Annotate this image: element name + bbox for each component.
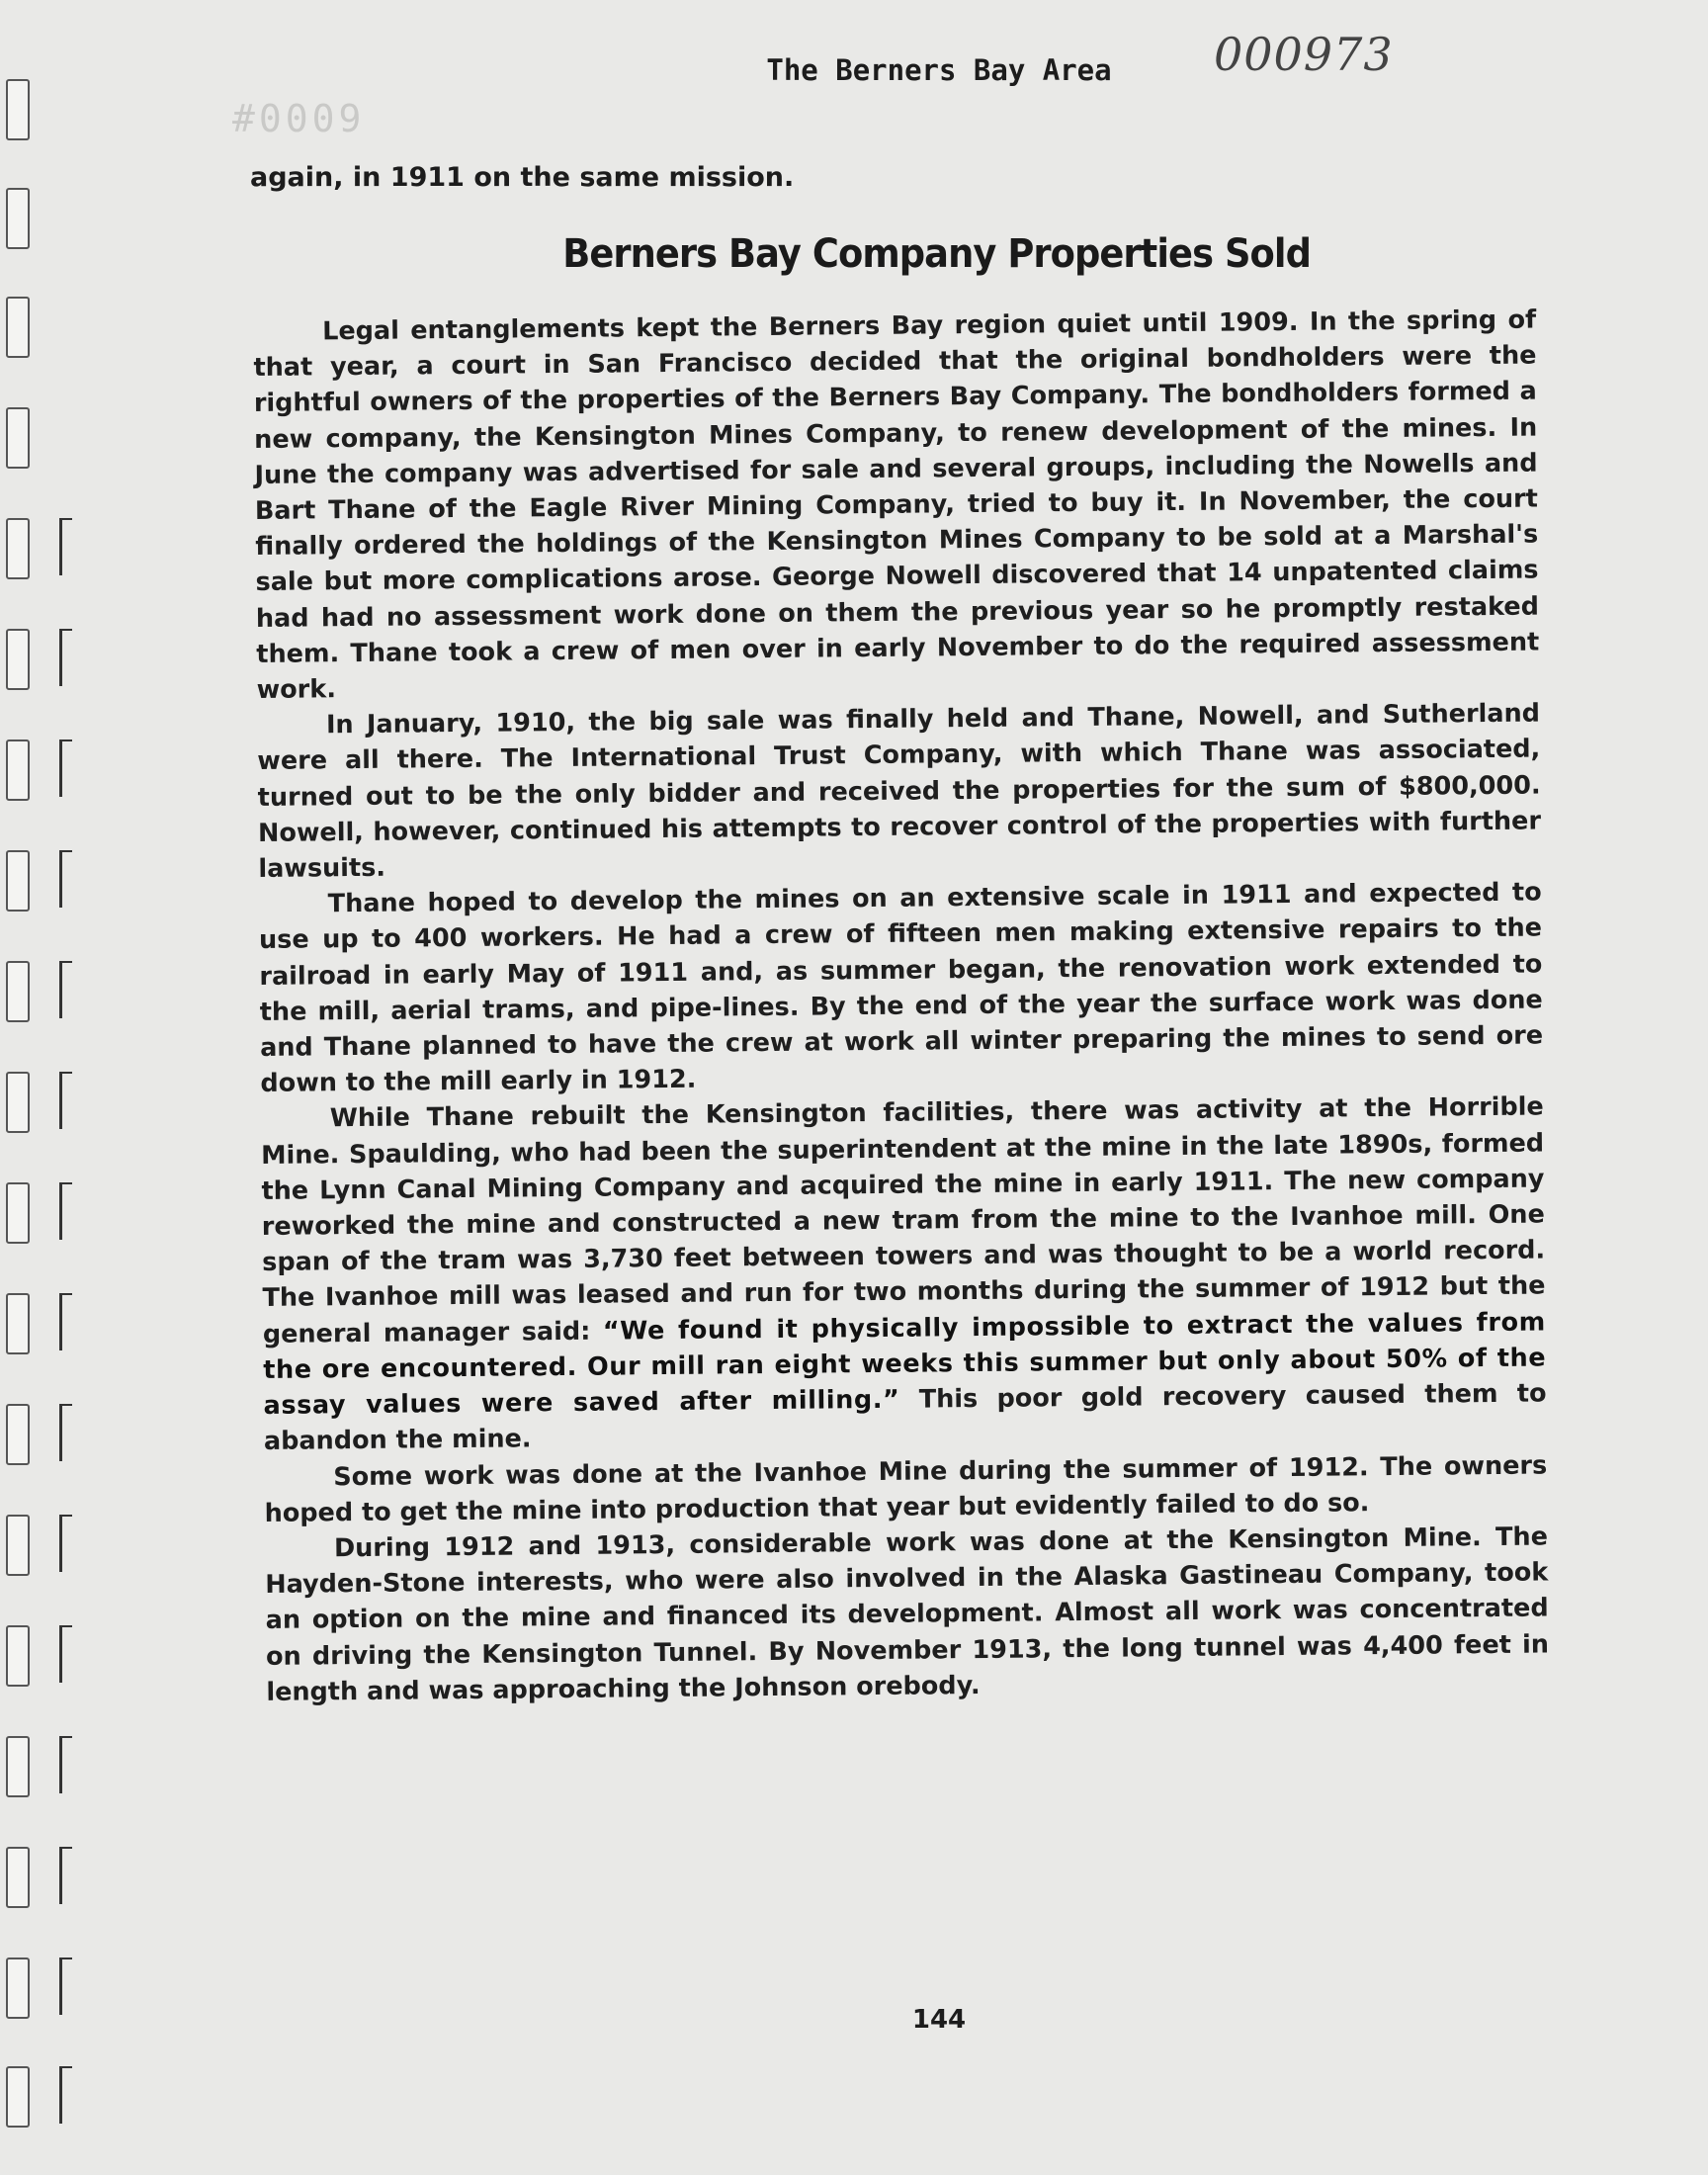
paragraph: Thane hoped to develop the mines on an extensive scale in 1911 and expected to use up to 400 workers. He had a crew of fifteen men making extensive repairs to the railroad in early May of 1911 and, as summer began, the renovation work extended to the mill, aerial trams, and pipe-lines. By the end of the year the surface work was done and Thane planned to have the crew at work all winter preparing the mines to send ore down to the mill early in 1912. <box>258 877 1544 1099</box>
paragraph: Some work was done at the Ivanhoe Mine during the summer of 1912. The owners hoped to get the mine into production that year but evidently failed to do so. <box>264 1449 1548 1528</box>
binding-bracket <box>59 1072 72 1129</box>
paragraph: In January, 1910, the big sale was finally held and Thane, Nowell, and Sutherland were all there. The International Trust Company, with which Thane was associated, turned out to be the only bidder and received the properties for the sum of $800,000. Nowell, however, continued his attempts to recover control of the properties with further lawsuits. <box>257 698 1542 885</box>
handwritten-document-id: 000973 <box>1214 28 1394 81</box>
binding-bracket <box>59 1847 72 1904</box>
paragraph <box>261 1089 1547 1459</box>
binding-hole <box>6 297 30 358</box>
binding-hole <box>6 740 30 801</box>
binding-bracket <box>59 1515 72 1572</box>
binding-holes <box>0 0 109 2175</box>
binding-bracket <box>59 1736 72 1793</box>
binding-hole <box>6 1515 30 1576</box>
binding-bracket <box>59 1625 72 1683</box>
paragraph-text: While Thane rebuilt the Kensington facilities, there was activity at the Horrible Mine. Spaulding, who had been the superintendent at the mine in the late 1890s, formed the Lynn Canal Mining Company and acquired the mine in early 1911. The new company reworked the mine and constructed a new tram from the mine to the Ivanhoe mill. One span of the tram was 3,730 feet between towers and was thought to be a world record. The Ivanhoe mill was leased and run for two months during the summer of 1912 but the general manager said: <box>261 1091 1546 1349</box>
binding-hole <box>6 850 30 912</box>
binding-hole <box>6 2066 30 2128</box>
binding-bracket <box>59 1182 72 1240</box>
binding-hole <box>6 518 30 579</box>
binding-bracket <box>59 850 72 908</box>
binding-hole <box>6 1293 30 1354</box>
article-body <box>253 303 1549 1710</box>
binding-hole <box>6 1404 30 1465</box>
binding-bracket <box>59 1404 72 1461</box>
binding-bracket <box>59 629 72 686</box>
binding-bracket <box>59 961 72 1018</box>
running-header: The Berners Bay Area <box>766 53 1112 87</box>
faint-stamp: #0009 <box>232 97 366 140</box>
binding-bracket <box>59 2066 72 2124</box>
continued-text-line: again, in 1911 on the same mission. <box>250 162 795 193</box>
quoted-statement: “We found it physically impossible to extract the values from the ore encountered. Our mill ran eight weeks this summer but only about 50% of the assay values were saved after milling.” <box>263 1307 1547 1422</box>
binding-bracket <box>59 518 72 575</box>
paragraph: Legal entanglements kept the Berners Bay region quiet until 1909. In the spring of that year, a court in San Francisco decided that the original bondholders were the rightful owners of the properties of the Berners Bay Company. The bondholders formed a new company, the Kensington Mines Company, to renew development of the mines. In June the company was advertised for sale and several groups, including the Nowells and Bart Thane of the Eagle River Mining Company, tried to buy it. In November, the court finally ordered the holdings of the Kensington Mines Company to be sold at a Marshal's sale but more complications arose. George Nowell discovered that 14 unpatented claims had had no assessment work done on them the previous year so he promptly restaked them. Thane took a crew of men over in early November to do the required assessment work. <box>253 304 1540 706</box>
binding-hole <box>6 1072 30 1133</box>
binding-hole <box>6 1182 30 1244</box>
binding-hole <box>6 1625 30 1687</box>
paragraph: During 1912 and 1913, considerable work was done at the Kensington Mine. The Hayden-Stone interests, who were also involved in the Alaska Gastineau Company, took an option on the mine and financed its development. Almost all work was concentrated on driving the Kensington Tunnel. By November 1913, the long tunnel was 4,400 feet in length and was approaching the Johnson orebody. <box>265 1522 1550 1707</box>
binding-hole <box>6 188 30 249</box>
binding-hole <box>6 961 30 1022</box>
page-number: 144 <box>911 2005 967 2035</box>
binding-bracket <box>59 740 72 797</box>
binding-hole <box>6 629 30 690</box>
section-title: Berners Bay Company Properties Sold <box>562 231 1312 277</box>
binding-hole <box>6 1847 30 1908</box>
binding-hole <box>6 407 30 469</box>
binding-hole <box>6 79 30 140</box>
paragraph-text: This poor gold recovery caused them to abandon the mine. <box>263 1378 1547 1457</box>
binding-hole <box>6 1736 30 1797</box>
binding-bracket <box>59 1293 72 1350</box>
